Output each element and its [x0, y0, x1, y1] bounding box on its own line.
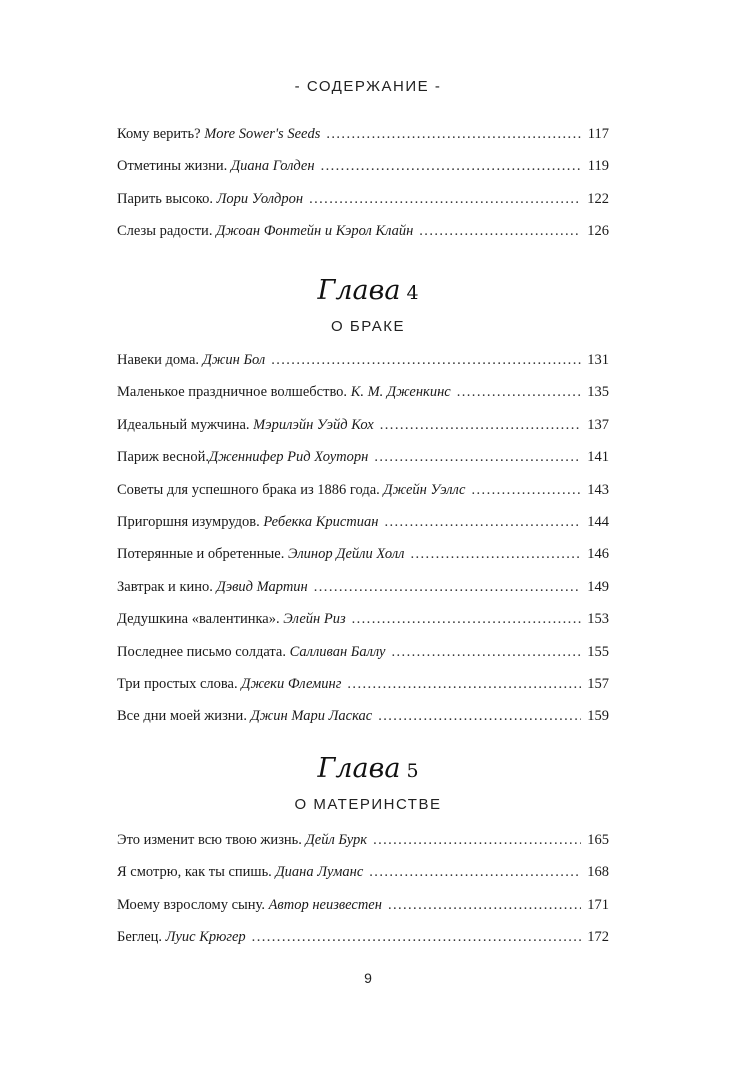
chapter-heading-4: [0, 276, 736, 335]
toc-entry[interactable]: [117, 609, 609, 641]
chapter-number: 4: [406, 282, 419, 304]
dot-leader: [369, 862, 581, 882]
entry-author: Джеки Флеминг: [241, 675, 342, 692]
dot-leader: [347, 674, 581, 694]
entry-title: Маленькое праздничное волшебство.: [117, 384, 348, 401]
entry-title: Потерянные и обретенные.: [117, 546, 285, 563]
entry-author: Салливан Баллу: [289, 643, 386, 660]
entry-title: Парить высоко.: [117, 190, 213, 207]
entry-page: 172: [587, 929, 609, 946]
entry-title: Кому верить?: [117, 126, 201, 142]
dot-leader: [457, 382, 582, 402]
entry-author: Джин Мари Ласкас: [250, 708, 373, 725]
entry-page: 159: [587, 708, 609, 725]
toc-entry[interactable]: [117, 189, 609, 221]
toc-entry[interactable]: [117, 480, 609, 512]
entry-page: 155: [587, 643, 609, 660]
entry-author: Луис Крюгер: [165, 929, 246, 946]
toc-entry[interactable]: [117, 350, 609, 382]
entry-page: 146: [587, 546, 609, 563]
toc-entry[interactable]: [117, 706, 609, 738]
entry-title: Париж весной.: [117, 449, 209, 466]
dot-leader: [374, 447, 581, 467]
entry-author: Дженнифер Рид Хоуторн: [208, 449, 369, 466]
toc-entry[interactable]: [117, 544, 609, 576]
entry-page: 122: [587, 190, 609, 207]
dot-leader: [410, 544, 581, 564]
entry-page: 149: [587, 578, 609, 595]
entry-title: Завтрак и кино.: [117, 578, 213, 595]
entry-author: Автор неизвестен: [268, 896, 382, 913]
chapter-word: Глава: [317, 275, 401, 306]
dot-leader: [378, 706, 581, 726]
page-title: - СОДЕРЖАНИЕ -: [294, 78, 442, 95]
dot-leader: [321, 156, 582, 176]
entry-page: 153: [587, 611, 609, 628]
entry-title: Слезы радости.: [117, 223, 213, 240]
entry-page: 144: [587, 513, 609, 530]
dot-leader: [419, 221, 581, 241]
entry-author: Джин Бол: [202, 352, 266, 368]
entry-title: Это изменит всю твою жизнь.: [117, 832, 302, 848]
toc-entry[interactable]: [117, 512, 609, 544]
toc-section-intro: [117, 124, 609, 254]
dot-leader: [352, 609, 582, 629]
entry-author: Ребекка Кристиан: [263, 513, 379, 530]
chapter-number: 5: [406, 760, 419, 782]
entry-page: 119: [587, 158, 609, 175]
dot-leader: [314, 577, 582, 597]
entry-title: Дедушкина «валентинка».: [117, 611, 280, 628]
dot-leader: [271, 350, 581, 370]
chapter-heading-5: [0, 754, 736, 813]
dot-leader: [252, 927, 582, 947]
entry-author: More Sower's Seeds: [204, 126, 321, 142]
entry-page: 168: [587, 864, 609, 881]
entry-title: Отметины жизни.: [117, 158, 228, 175]
entry-title: Советы для успешного брака из 1886 года.: [117, 481, 380, 498]
toc-entry[interactable]: [117, 895, 609, 927]
toc-section-motherhood: [117, 830, 609, 960]
toc-entry[interactable]: [117, 862, 609, 894]
dot-leader: [392, 642, 582, 662]
toc-entry[interactable]: [117, 221, 609, 253]
entry-page: 126: [587, 223, 609, 240]
chapter-title: О БРАКЕ: [331, 318, 405, 335]
toc-entry[interactable]: [117, 674, 609, 706]
toc-entry[interactable]: [117, 927, 609, 959]
entry-title: Беглец.: [117, 929, 163, 946]
entry-author: Элинор Дейли Холл: [287, 546, 405, 563]
entry-title: Навеки дома.: [117, 352, 200, 368]
entry-page: 135: [587, 384, 609, 401]
entry-page: 137: [587, 416, 609, 433]
chapter-label: [0, 276, 736, 308]
entry-title: Я смотрю, как ты спишь.: [117, 864, 272, 881]
chapter-title: О МАТЕРИНСТВЕ: [294, 796, 442, 813]
toc-entry[interactable]: [117, 382, 609, 414]
entry-page: 117: [587, 126, 609, 142]
dot-leader: [384, 512, 581, 532]
toc-entry[interactable]: [117, 415, 609, 447]
entry-page: 141: [587, 449, 609, 466]
toc-entry[interactable]: [117, 830, 609, 862]
entry-author: Диана Луманс: [275, 864, 364, 881]
entry-page: 157: [587, 675, 609, 692]
entry-title: Моему взрослому сыну.: [117, 896, 265, 913]
entry-page: 165: [587, 832, 609, 848]
entry-author: Лори Уолдрон: [216, 190, 304, 207]
entry-author: Элейн Риз: [283, 611, 346, 628]
toc-section-marriage: [117, 350, 609, 739]
entry-title: Идеальный мужчина.: [117, 416, 250, 433]
page-number: 9: [364, 970, 372, 986]
toc-entry[interactable]: [117, 447, 609, 479]
toc-entry[interactable]: [117, 156, 609, 188]
entry-author: Джоан Фонтейн и Кэрол Клайн: [216, 223, 414, 240]
entry-title: Три простых слова.: [117, 675, 238, 692]
dot-leader: [309, 189, 581, 209]
dot-leader: [380, 415, 582, 435]
toc-entry[interactable]: [117, 577, 609, 609]
chapter-word: Глава: [317, 753, 401, 784]
toc-entry[interactable]: [117, 642, 609, 674]
dot-leader: [326, 124, 581, 144]
toc-entry[interactable]: [117, 124, 609, 156]
dot-leader: [373, 830, 581, 850]
entry-author: Дэвид Мартин: [216, 578, 308, 595]
entry-author: Дейл Бурк: [305, 832, 368, 848]
entry-page: 143: [587, 481, 609, 498]
entry-author: К. М. Дженкинс: [350, 384, 451, 401]
entry-page: 131: [587, 352, 609, 368]
dot-leader: [472, 480, 582, 500]
entry-author: Мэрилэйн Уэйд Кох: [253, 416, 374, 433]
entry-page: 171: [587, 896, 609, 913]
entry-title: Последнее письмо солдата.: [117, 643, 286, 660]
entry-title: Все дни моей жизни.: [117, 708, 247, 725]
chapter-label: [0, 754, 736, 786]
dot-leader: [388, 895, 581, 915]
entry-title: Пригоршня изумрудов.: [117, 513, 260, 530]
entry-author: Джейн Уэллс: [383, 481, 466, 498]
entry-author: Диана Голден: [230, 158, 315, 175]
